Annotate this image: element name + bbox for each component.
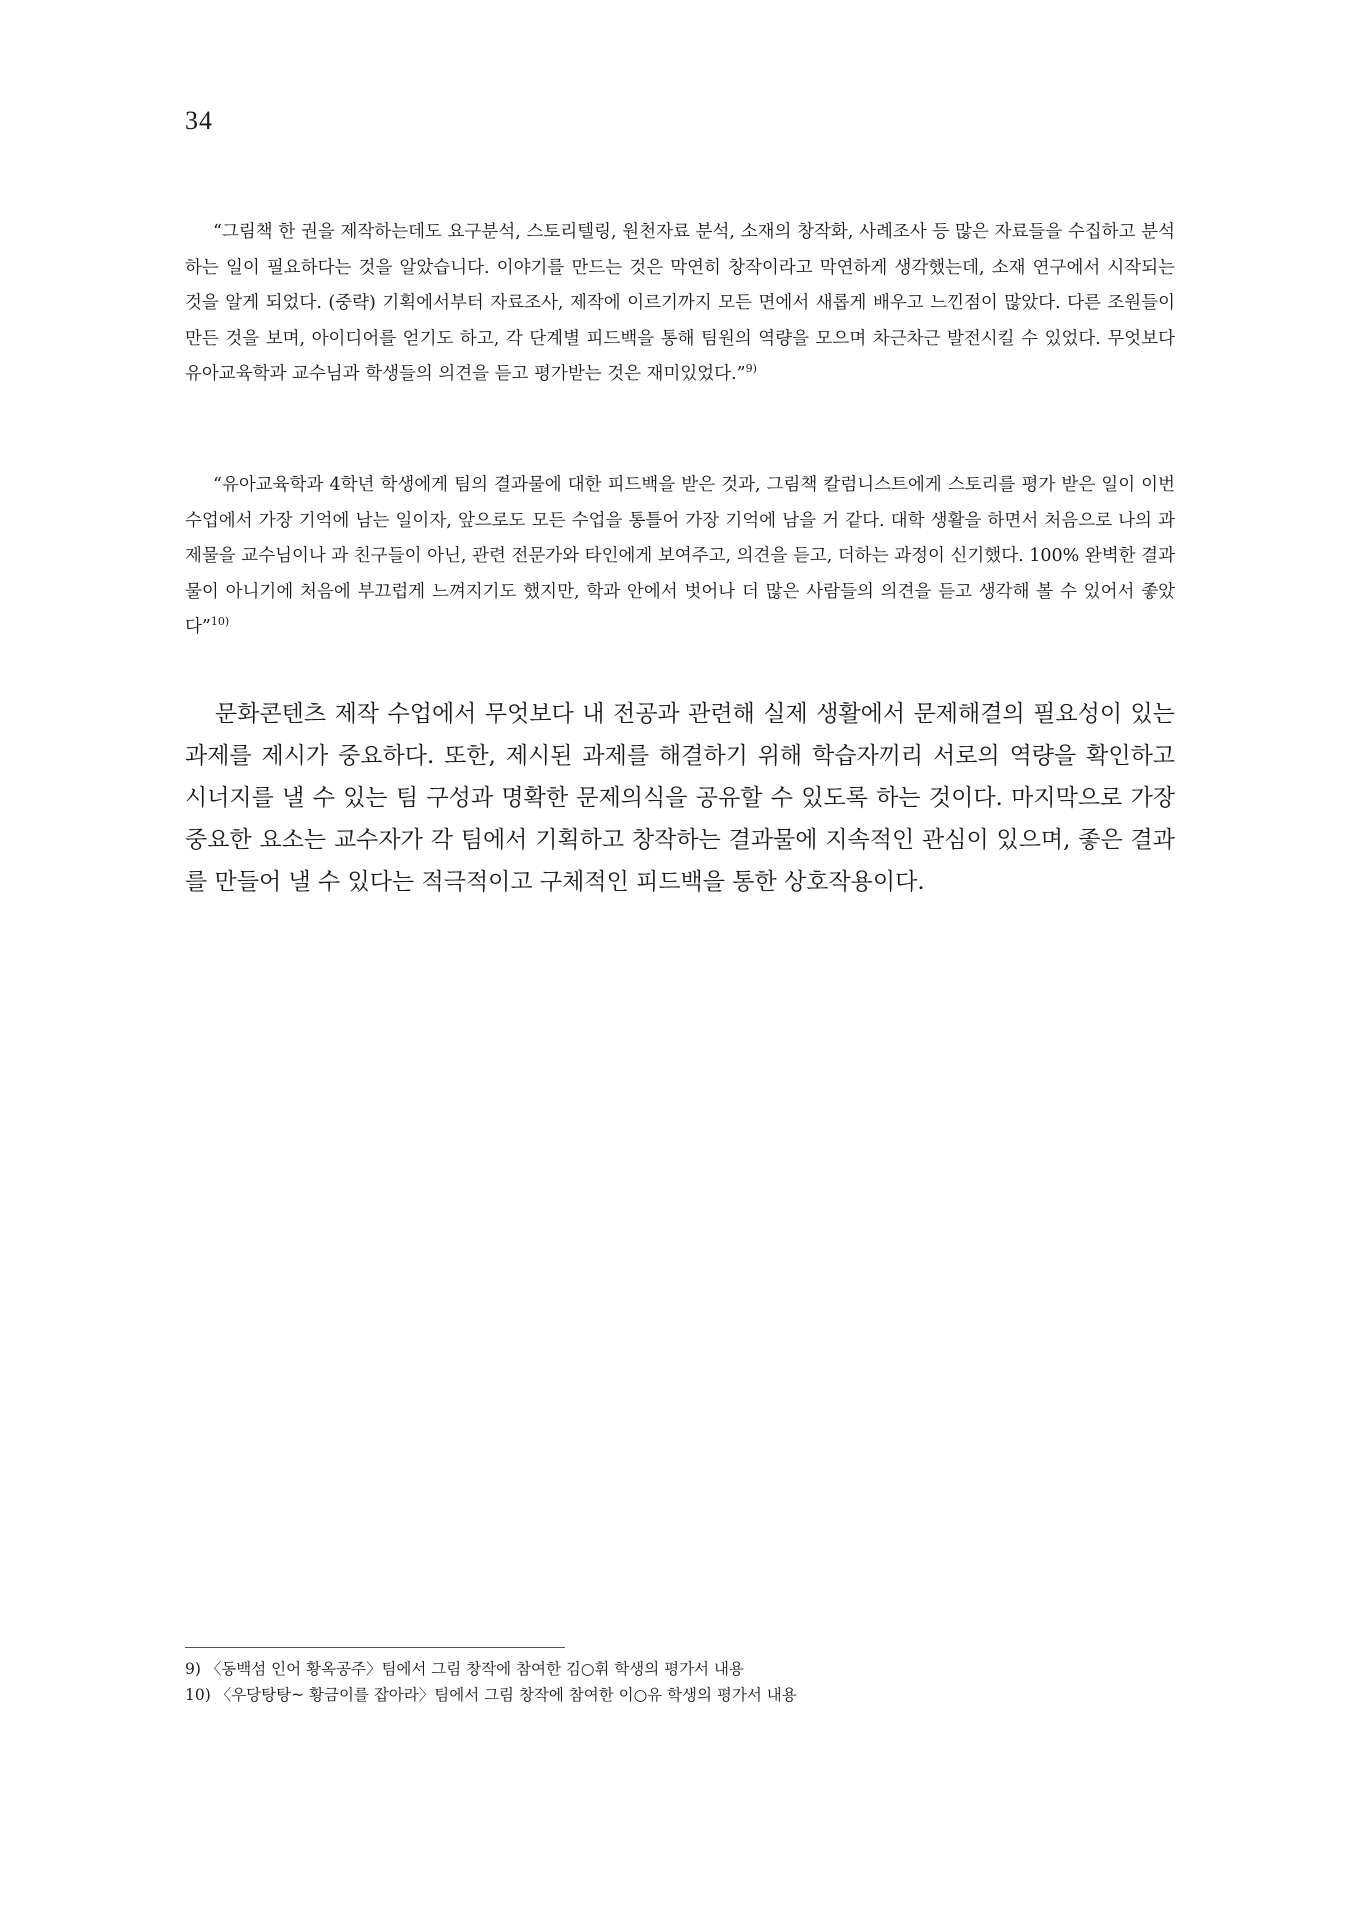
- footnote-ref-9[interactable]: 9): [745, 362, 757, 376]
- body-paragraph: 문화콘텐츠 제작 수업에서 무엇보다 내 전공과 관련해 실제 생활에서 문제해결의 필요성이 있는 과제를 제시가 중요하다. 또한, 제시된 과제를 해결하기 위해 학습자끼리 서로의 역량을 확인하고 시너지를 낼 수 있는 팀 구성과 명확한 문제의식을 공유할 수 있도록 하는 것이다. 마지막으로 가장 중요한 요소는 교수자가 각 팀에서 기획하고 창작하는 결과물에 지속적인 관심이 있으며, 좋은 결과를 만들어 낼 수 있다는 적극적이고 구체적인 피드백을 통한 상호작용이다.: [185, 701, 1175, 895]
- footnotes-section: [185, 1656, 1175, 1708]
- quote-text: “그림책 한 권을 제작하는데도 요구분석, 스토리텔링, 원천자료 분석, 소재의 창작화, 사례조사 등 많은 자료들을 수집하고 분석하는 일이 필요하다는 것을 알았습니다. 이야기를 만드는 것은 막연히 창작이라고 막연하게 생각했는데, 소재 연구에서 시작되는 것을 알게 되었다. (중략) 기획에서부터 자료조사, 제작에 이르기까지 모든 면에서 새롭게 배우고 느낀점이 많았다. 다른 조원들이 만든 것을 보며, 아이디어를 얻기도 하고, 각 단계별 피드백을 통해 팀원의 역량을 모으며 차근차근 발전시킬 수 있었다. 무엇보다 유아교육학과 교수님과 학생들의 의견을 듣고 평가받는 것은 재미있었다.”: [185, 222, 1175, 384]
- student-quote-2: [185, 468, 1175, 646]
- footnote-ref-10[interactable]: 10): [210, 615, 230, 629]
- student-quote-1: [185, 215, 1175, 393]
- page-number: 34: [185, 106, 213, 135]
- footnote-9: 9) 〈동백섬 인어 황옥공주〉팀에서 그림 창작에 참여한 김○휘 학생의 평가서 내용: [185, 1660, 744, 1678]
- footnote-divider: [185, 1647, 565, 1648]
- quote-text: “유아교육학과 4학년 학생에게 팀의 결과물에 대한 피드백을 받은 것과, 그림책 칼럼니스트에게 스토리를 평가 받은 일이 이번 수업에서 가장 기억에 남는 일이자, 앞으로도 모든 수업을 통틀어 가장 기억에 남을 거 같다. 대학 생활을 하면서 처음으로 나의 과제물을 교수님이나 과 친구들이 아닌, 관련 전문가와 타인에게 보여주고, 의견을 듣고, 더하는 과정이 신기했다. 100% 완벽한 결과물이 아니기에 처음에 부끄럽게 느껴지기도 했지만, 학과 안에서 벗어나 더 많은 사람들의 의견을 듣고 생각해 볼 수 있어서 좋았다”: [185, 475, 1175, 637]
- footnote-10: 10) 〈우당탕탕~ 황금이를 잡아라〉팀에서 그림 창작에 참여한 이○유 학생의 평가서 내용: [185, 1686, 797, 1704]
